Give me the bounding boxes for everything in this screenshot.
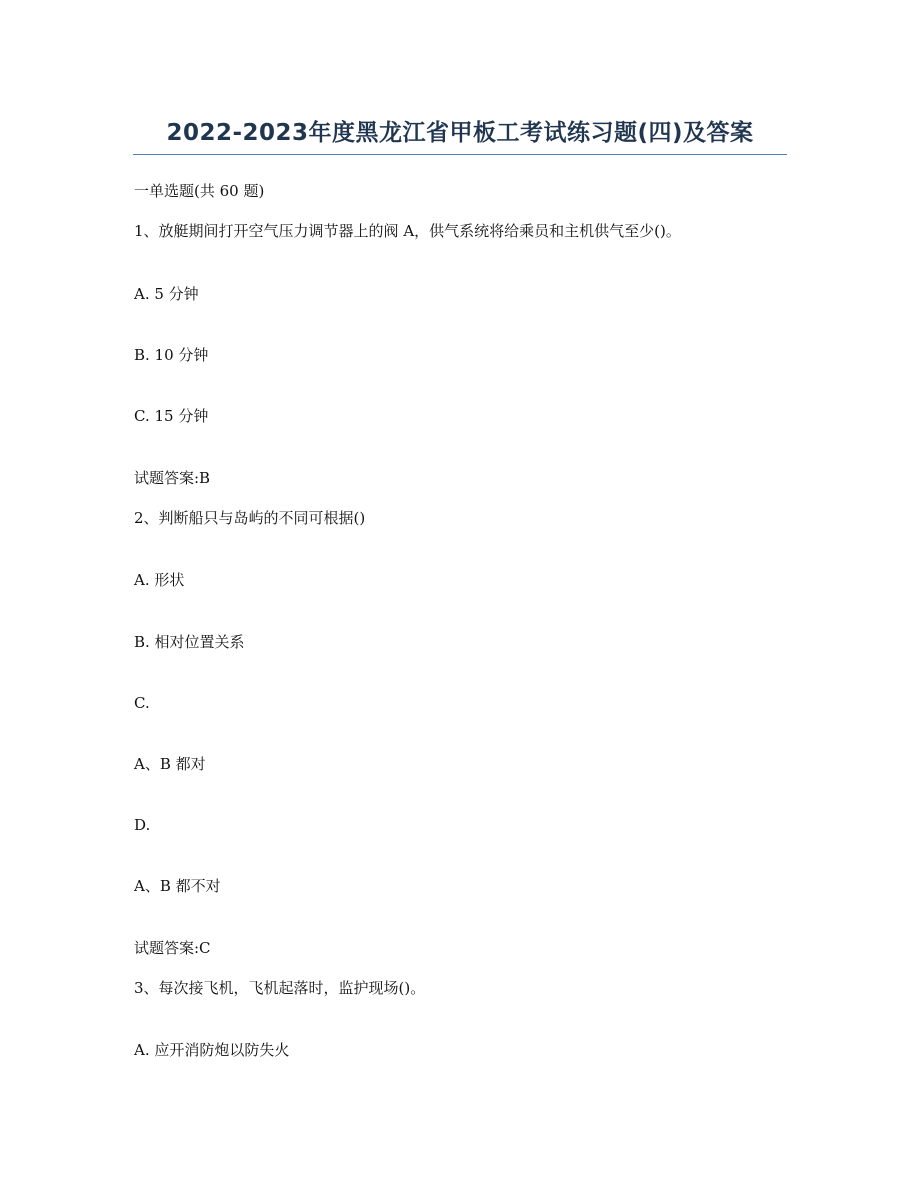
question-1-option-c: C. 15 分钟 — [134, 407, 209, 425]
question-2-option-d: D. — [134, 816, 151, 834]
question-2-option-a: A. 形状 — [134, 571, 185, 589]
section-heading: 一单选题(共 60 题) — [134, 182, 265, 200]
question-1-option-b: B. 10 分钟 — [134, 346, 209, 364]
question-1-answer: 试题答案:B — [134, 469, 211, 487]
question-2-option-c-text: A、B 都对 — [134, 755, 206, 773]
question-2-answer: 试题答案:C — [134, 939, 211, 957]
question-2-option-b: B. 相对位置关系 — [134, 633, 245, 651]
document-title: 2022-2023年度黑龙江省甲板工考试练习题(四)及答案 — [166, 120, 754, 146]
question-2-option-c: C. — [134, 694, 150, 712]
question-2-option-d-text: A、B 都不对 — [134, 877, 221, 895]
question-3-text: 3、每次接飞机，飞机起落时，监护现场()。 — [134, 979, 426, 997]
question-3-option-a: A. 应开消防炮以防失火 — [134, 1041, 290, 1059]
title-underline — [133, 154, 787, 155]
question-2-text: 2、判断船只与岛屿的不同可根据() — [134, 509, 366, 527]
question-1-text: 1、放艇期间打开空气压力调节器上的阀 A，供气系统将给乘员和主机供气至少()。 — [134, 222, 681, 240]
question-1-option-a: A. 5 分钟 — [134, 285, 199, 303]
